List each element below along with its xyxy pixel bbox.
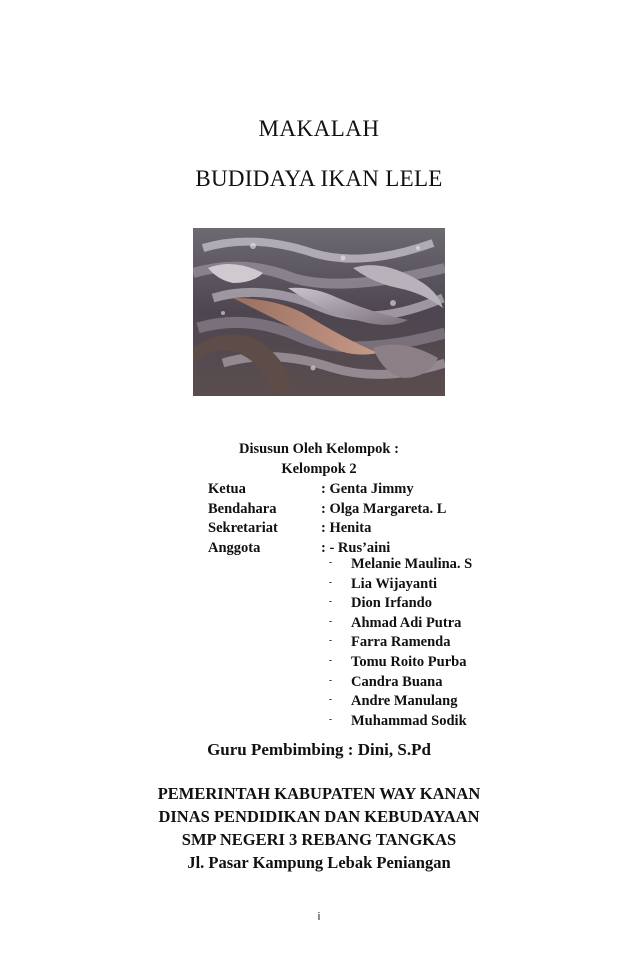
role-name: Anggota	[208, 539, 261, 556]
role-row-bendahara	[208, 501, 446, 521]
list-item	[329, 713, 472, 733]
members-list	[329, 556, 472, 732]
member-name: Candra Buana	[351, 673, 443, 690]
role-value: : Olga Margareta. L	[321, 500, 447, 517]
catfish-image	[193, 228, 445, 396]
list-item	[329, 615, 472, 635]
bullet: -	[329, 596, 332, 607]
member-name: Lia Wijayanti	[351, 575, 438, 592]
role-value: : Genta Jimmy	[321, 481, 414, 497]
member-name: Tomu Roito Purba	[351, 653, 467, 670]
bullet: -	[329, 557, 332, 567]
list-item	[329, 674, 472, 694]
bullet: -	[329, 615, 332, 626]
bullet: -	[329, 713, 332, 724]
member-name: Andre Manulang	[351, 693, 458, 710]
list-item	[329, 654, 472, 674]
institution-line-1: PEMERINTAH KABUPATEN WAY KANAN	[157, 784, 481, 803]
list-item	[329, 693, 472, 713]
member-name: Farra Ramenda	[351, 634, 451, 651]
list-item	[329, 634, 472, 654]
bullet: -	[329, 674, 332, 685]
member-name: Dion Irfando	[351, 595, 432, 612]
cover-photo	[193, 228, 445, 396]
list-item	[329, 576, 472, 596]
document-subtitle: BUDIDAYA IKAN LELE	[195, 166, 443, 191]
page-number: i	[317, 911, 321, 923]
role-name: Ketua	[208, 481, 246, 497]
list-item	[329, 556, 472, 576]
bullet: -	[329, 635, 332, 646]
group-label: Kelompok 2	[281, 461, 357, 477]
institution-line-3: SMP NEGERI 3 REBANG TANGKAS	[181, 830, 457, 849]
document-title: MAKALAH	[258, 116, 380, 141]
role-row-ketua	[208, 481, 446, 501]
roles-list	[208, 481, 446, 559]
member-name: Melanie Maulina. S	[351, 556, 473, 572]
bullet: -	[329, 576, 332, 587]
role-value: : Henita	[321, 520, 372, 536]
role-value: : - Rus’aini	[321, 539, 391, 556]
supervisor-line: Guru Pembimbing : Dini, S.Pd	[207, 740, 431, 759]
institution-line-2: DINAS PENDIDIKAN DAN KEBUDAYAAN	[158, 807, 480, 826]
bullet: -	[329, 654, 332, 665]
compiled-by-label: Disusun Oleh Kelompok :	[239, 441, 399, 457]
role-name: Sekretariat	[208, 520, 278, 536]
institution-line-4: Jl. Pasar Kampung Lebak Peniangan	[187, 853, 451, 872]
role-row-sekretariat	[208, 520, 446, 540]
list-item	[329, 595, 472, 615]
bullet: -	[329, 694, 332, 705]
role-name: Bendahara	[208, 500, 277, 517]
member-name: Muhammad Sodik	[351, 712, 467, 729]
member-name: Ahmad Adi Putra	[351, 614, 462, 631]
